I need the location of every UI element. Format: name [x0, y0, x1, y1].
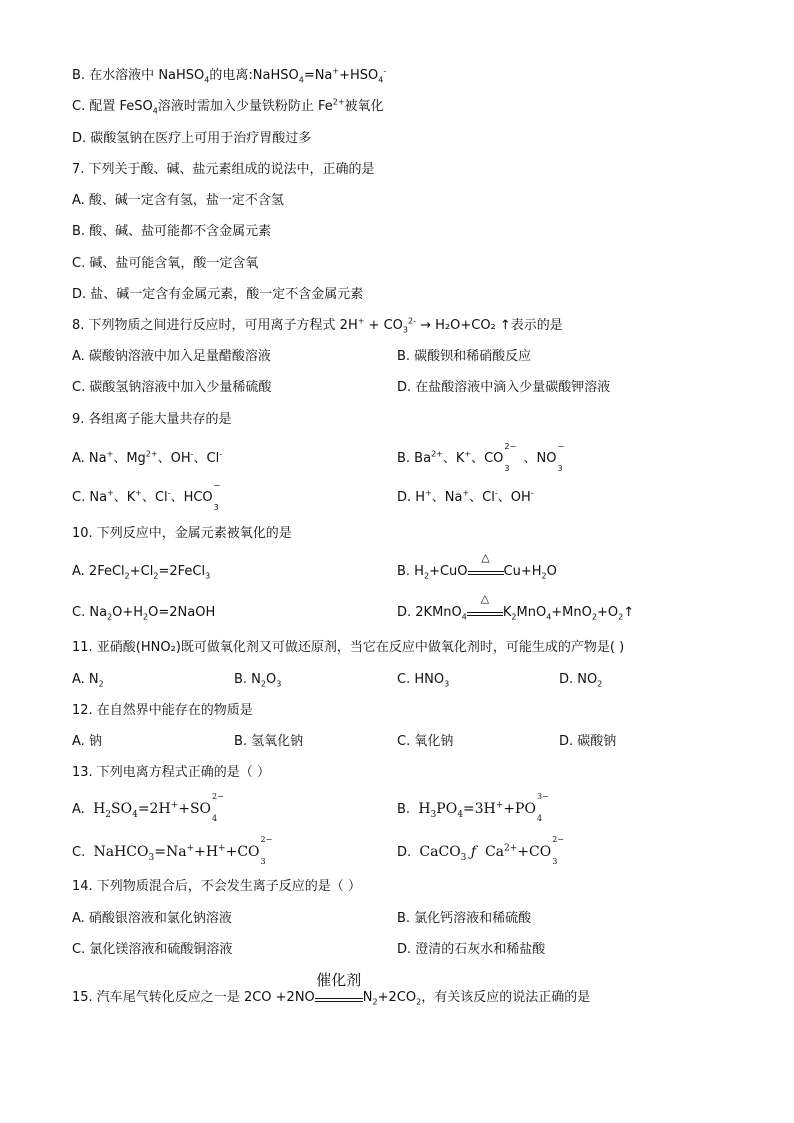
heating-equals-sign: △ — [468, 563, 504, 577]
q13-option-c: C. NaHCO$_3$=Na++H++CO 2− 3 — [72, 835, 273, 866]
q7-option-d: D. 盐、碱一定含有金属元素，酸一定不含金属元素 — [72, 287, 364, 302]
q8-option-a: A. 碳酸钠溶液中加入足量醋酸溶液 — [72, 349, 271, 364]
q14-option-d: D. 澄清的石灰水和稀盐酸 — [397, 942, 546, 957]
heating-equals-sign: △ — [467, 604, 503, 618]
q12-option-d: D. 碳酸钠 — [559, 734, 617, 749]
q10-option-b: B. $H_2+CuO$ △ $Cu+H_2O$ — [397, 551, 557, 581]
q8-option-b: B. 碳酸钡和稀硝酸反应 — [397, 349, 532, 364]
q11-option-c: C. $HNO_3$ — [397, 672, 450, 689]
q11-option-d: D. $NO_2$ — [559, 672, 603, 689]
q8-stem: 8. 下列物质之间进行反应时，可用离子方程式 $2H^+ + CO_3^{2-} \to H_2O+CO_2$ ↑表示的是 — [72, 316, 563, 335]
q12-stem: 12. 在自然界中能存在的物质是 — [72, 703, 253, 718]
q9-option-d: D. H+、Na+、Cl-、OH- — [397, 488, 534, 505]
q13-stem: 13. 下列电离方程式正确的是（ ） — [72, 765, 270, 780]
q7-stem: 7. 下列关于酸、碱、盐元素组成的说法中，正确的是 — [72, 162, 375, 177]
q10-option-d: D. 2KMnO$_4$ △ $K_2MnO_4+MnO_2+O_2↑$ — [397, 592, 635, 622]
q14-option-a: A. 硝酸银溶液和氯化钠溶液 — [72, 911, 232, 926]
q15-stem: 15. 汽车尾气转化反应之一是 2CO +2NO 催化剂 $N_2+2CO_2$，有关该反应的说法正确的是 — [72, 971, 591, 1007]
q12-option-b: B. 氢氧化钠 — [234, 734, 304, 749]
q9-option-a: A. Na+、$Mg^{2+}$、OH-、Cl- — [72, 449, 223, 466]
q12-option-a: A. 钠 — [72, 734, 102, 749]
q7-option-c: C. 碱、盐可能含氧，酸一定含氧 — [72, 256, 259, 271]
q10-option-a: A. $2FeCl_2+Cl_2=2FeCl_3$ — [72, 564, 211, 581]
q9-option-b: B. $Ba^{2+}$、K+、CO 2− 3 、NO − 3 — [397, 442, 565, 473]
q6-option-c: C. 配置 FeSO$_4$溶液时需加入少量铁粉防止 $Fe^{2+}$被氧化 — [72, 97, 384, 116]
q11-stem: 11. 亚硝酸(HNO₂)既可做氧化剂又可做还原剂，当它在反应中做氧化剂时，可能生成的产物是( ) — [72, 640, 625, 655]
q9-stem: 9. 各组离子能大量共存的是 — [72, 412, 232, 427]
q6-option-d: D. 碳酸氢钠在医疗上可用于治疗胃酸过多 — [72, 131, 312, 146]
q13-option-d: D. CaCO$_3$ ƒ $Ca^{2+}+CO$ 2− 3 — [397, 835, 565, 866]
q7-option-b: B. 酸、碱、盐可能都不含金属元素 — [72, 224, 272, 239]
q10-stem: 10. 下列反应中，金属元素被氧化的是 — [72, 526, 292, 541]
q6-option-b: B. 在水溶液中 NaHSO$_4$的电离$:NaHSO_4=Na^++HSO_4^-$ — [72, 66, 387, 85]
q10-option-c: C. $Na_2O+H_2O=2NaOH$ — [72, 605, 216, 622]
q8-option-d: D. 在盐酸溶液中滴入少量碳酸钾溶液 — [397, 380, 611, 395]
q14-stem: 14. 下列物质混合后，不会发生离子反应的是（ ） — [72, 879, 361, 894]
q13-option-b: B. $H_3PO_4=3H^++PO$ 3− 4 — [397, 792, 549, 823]
q11-option-b: B. $N_2O_3$ — [234, 672, 282, 689]
q9-option-c: C. Na+、K+、Cl-、HCO − 3 — [72, 481, 221, 512]
catalyst-equals-sign: 催化剂 — [315, 988, 363, 1004]
q7-option-a: A. 酸、碱一定含有氢，盐一定不含氢 — [72, 193, 284, 208]
q11-option-a: A. $N_2$ — [72, 672, 104, 689]
q14-option-b: B. 氯化钙溶液和稀硫酸 — [397, 911, 532, 926]
q8-option-c: C. 碳酸氢钠溶液中加入少量稀硫酸 — [72, 380, 272, 395]
q14-option-c: C. 氯化镁溶液和硫酸铜溶液 — [72, 942, 233, 957]
q13-option-a: A. $H_2SO_4=2H^++SO$ 2− 4 — [72, 792, 224, 823]
q12-option-c: C. 氧化钠 — [397, 734, 454, 749]
